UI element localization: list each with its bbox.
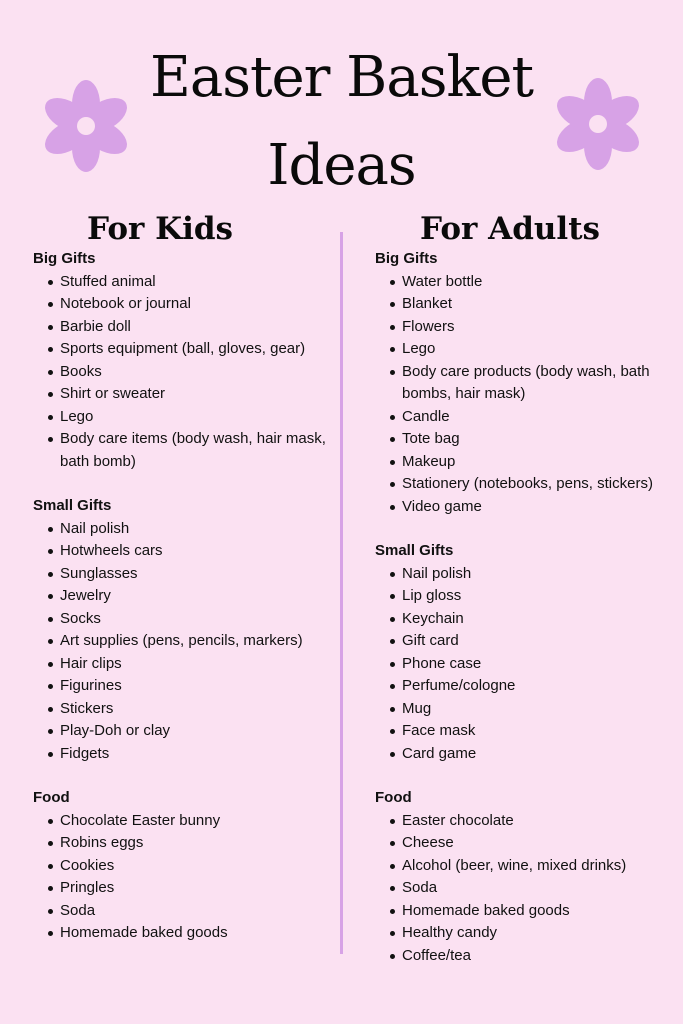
list-item: Barbie doll <box>33 316 338 339</box>
list-item: Video game <box>375 496 680 519</box>
list-item: Lego <box>375 338 680 361</box>
gift-list <box>33 518 338 766</box>
list-item: Cheese <box>375 832 680 855</box>
list-item: Homemade baked goods <box>375 900 680 923</box>
list-item: Body care products (body wash, bath bombs, hair mask) <box>375 361 680 406</box>
flower-icon <box>548 74 648 174</box>
kids-column <box>33 248 338 967</box>
list-item: Lip gloss <box>375 585 680 608</box>
list-item: Chocolate Easter bunny <box>33 810 338 833</box>
section-heading: Big Gifts <box>33 250 96 267</box>
list-item: Homemade baked goods <box>33 922 338 945</box>
list-item: Water bottle <box>375 271 680 294</box>
list-item: Flowers <box>375 316 680 339</box>
list-item: Play-Doh or clay <box>33 720 338 743</box>
adults-heading: For Adults <box>420 211 600 247</box>
column-divider <box>340 232 343 954</box>
list-item: Keychain <box>375 608 680 631</box>
list-item: Makeup <box>375 451 680 474</box>
list-item: Face mask <box>375 720 680 743</box>
kids-heading: For Kids <box>87 211 233 247</box>
list-item: Figurines <box>33 675 338 698</box>
gift-list <box>375 810 680 968</box>
list-item: Sunglasses <box>33 563 338 586</box>
flower-icon <box>36 76 136 176</box>
list-item: Art supplies (pens, pencils, markers) <box>33 630 338 653</box>
list-item: Lego <box>33 406 338 429</box>
list-item: Candle <box>375 406 680 429</box>
list-item: Socks <box>33 608 338 631</box>
list-item: Books <box>33 361 338 384</box>
list-item: Body care items (body wash, hair mask, bath bomb) <box>33 428 338 473</box>
list-item: Pringles <box>33 877 338 900</box>
list-item: Robins eggs <box>33 832 338 855</box>
adults-column <box>375 248 680 989</box>
list-item: Healthy candy <box>375 922 680 945</box>
list-item: Gift card <box>375 630 680 653</box>
list-item: Soda <box>33 900 338 923</box>
list-item: Blanket <box>375 293 680 316</box>
gift-list <box>33 271 338 474</box>
section-heading: Food <box>375 789 412 806</box>
list-item: Mug <box>375 698 680 721</box>
list-item: Alcohol (beer, wine, mixed drinks) <box>375 855 680 878</box>
section-heading: Small Gifts <box>375 542 454 559</box>
list-item: Shirt or sweater <box>33 383 338 406</box>
list-item: Jewelry <box>33 585 338 608</box>
list-item: Cookies <box>33 855 338 878</box>
gift-section <box>375 248 680 518</box>
list-item: Soda <box>375 877 680 900</box>
gift-list <box>375 271 680 519</box>
section-heading: Big Gifts <box>375 250 438 267</box>
list-item: Nail polish <box>33 518 338 541</box>
page-title-line2: Ideas <box>267 133 416 198</box>
gift-section <box>33 248 338 473</box>
list-item: Card game <box>375 743 680 766</box>
list-item: Tote bag <box>375 428 680 451</box>
list-item: Phone case <box>375 653 680 676</box>
list-item: Hair clips <box>33 653 338 676</box>
list-item: Fidgets <box>33 743 338 766</box>
list-item: Stationery (notebooks, pens, stickers) <box>375 473 680 496</box>
gift-list <box>375 563 680 766</box>
section-heading: Small Gifts <box>33 497 112 514</box>
list-item: Hotwheels cars <box>33 540 338 563</box>
list-item: Perfume/cologne <box>375 675 680 698</box>
list-item: Stuffed animal <box>33 271 338 294</box>
list-item: Easter chocolate <box>375 810 680 833</box>
list-item: Coffee/tea <box>375 945 680 968</box>
list-item: Stickers <box>33 698 338 721</box>
gift-section <box>375 787 680 967</box>
section-heading: Food <box>33 789 70 806</box>
page-title-line1: Easter Basket <box>149 45 534 110</box>
list-item: Nail polish <box>375 563 680 586</box>
list-item: Notebook or journal <box>33 293 338 316</box>
gift-list <box>33 810 338 945</box>
gift-section <box>375 540 680 765</box>
gift-section <box>33 787 338 945</box>
gift-section <box>33 495 338 765</box>
list-item: Sports equipment (ball, gloves, gear) <box>33 338 338 361</box>
